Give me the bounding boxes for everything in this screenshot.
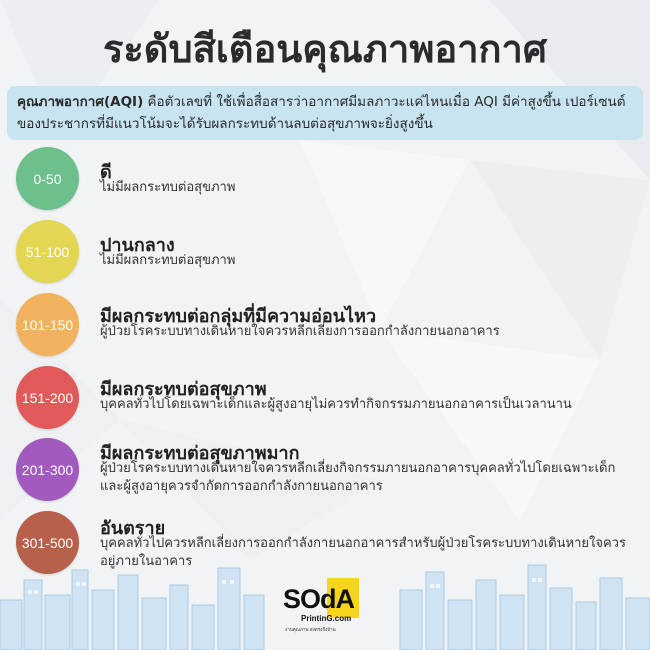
intro-box	[7, 86, 643, 140]
range-badge: 301-500	[16, 511, 79, 574]
level-title: มีผลกระทบต่อสุขภาพมาก	[100, 443, 300, 464]
level-hazardous	[0, 511, 650, 581]
level-title: อันตราย	[100, 518, 166, 539]
level-title: ดี	[100, 162, 112, 183]
level-desc: ไม่มีผลกระทบต่อสุขภาพ	[100, 180, 236, 195]
level-desc: ผู้ป่วยโรคระบบทางเดินหายใจควรหลีกเลี่ยงกิจกรรมภายนอกอาคารบุคคลทั่วไปโดยเฉพาะเด็กและผู้สูงอายุควรจำกัดการออกกำลังกายนอกอาคาร	[100, 461, 616, 494]
logo-sub-text: PrintinG.com	[301, 614, 352, 623]
level-title: ปานกลาง	[100, 235, 175, 256]
range-badge: 0-50	[16, 147, 79, 210]
level-desc: บุคคลทั่วไปควรหลีกเลี่ยงการออกกำลังกายนอกอาคารสำหรับผู้ป่วยโรคระบบทางเดินหายใจควรอยู่ภายในอาคาร	[100, 536, 626, 569]
page-title: ระดับสีเตือนคุณภาพอากาศ	[102, 27, 547, 71]
range-badge: 151-200	[16, 366, 79, 429]
logo-main-text: SOdA	[283, 584, 355, 614]
intro-text: คือตัวเลขที่ ใช้เพื่อสื่อสารว่าอากาศมีมลภาวะแค่ไหนเมื่อ AQI มีค่าสูงขึ้น เปอร์เซนต์ของประชากรที่มีแนวโน้มจะได้รับผลกระทบด้านลบต่อสุขภาพจะยิ่งสูงขึ้น	[17, 94, 626, 132]
range-badge: 101-150	[16, 293, 79, 356]
intro-term: คุณภาพอากาศ(AQI)	[17, 94, 144, 110]
range-badge: 51-100	[16, 220, 79, 283]
range-badge: 201-300	[16, 438, 79, 501]
level-moderate	[0, 220, 650, 290]
level-desc: บุคคลทั่วไปโดยเฉพาะเด็กและผู้สูงอายุไม่ควรทำกิจกรรมภายนอกอาคารเป็นเวลานาน	[100, 397, 572, 412]
level-title: มีผลกระทบต่อกลุ่มที่มีความอ่อนไหว	[100, 306, 377, 327]
level-unhealthy	[0, 366, 650, 436]
logo-tagline: งานคุณภาพ ส่งตรงถึงบ้าน	[285, 628, 336, 633]
level-good	[0, 147, 650, 217]
level-desc: ผู้ป่วยโรคระบบทางเดินหายใจควรหลีกเลี่ยงการออกกำลังกายนอกอาคาร	[100, 324, 500, 339]
level-title: มีผลกระทบต่อสุขภาพ	[100, 379, 267, 400]
soda-printing-logo	[283, 578, 368, 636]
level-sensitive	[0, 293, 650, 363]
level-desc: ไม่มีผลกระทบต่อสุขภาพ	[100, 253, 236, 268]
level-very-unhealthy	[0, 438, 650, 508]
